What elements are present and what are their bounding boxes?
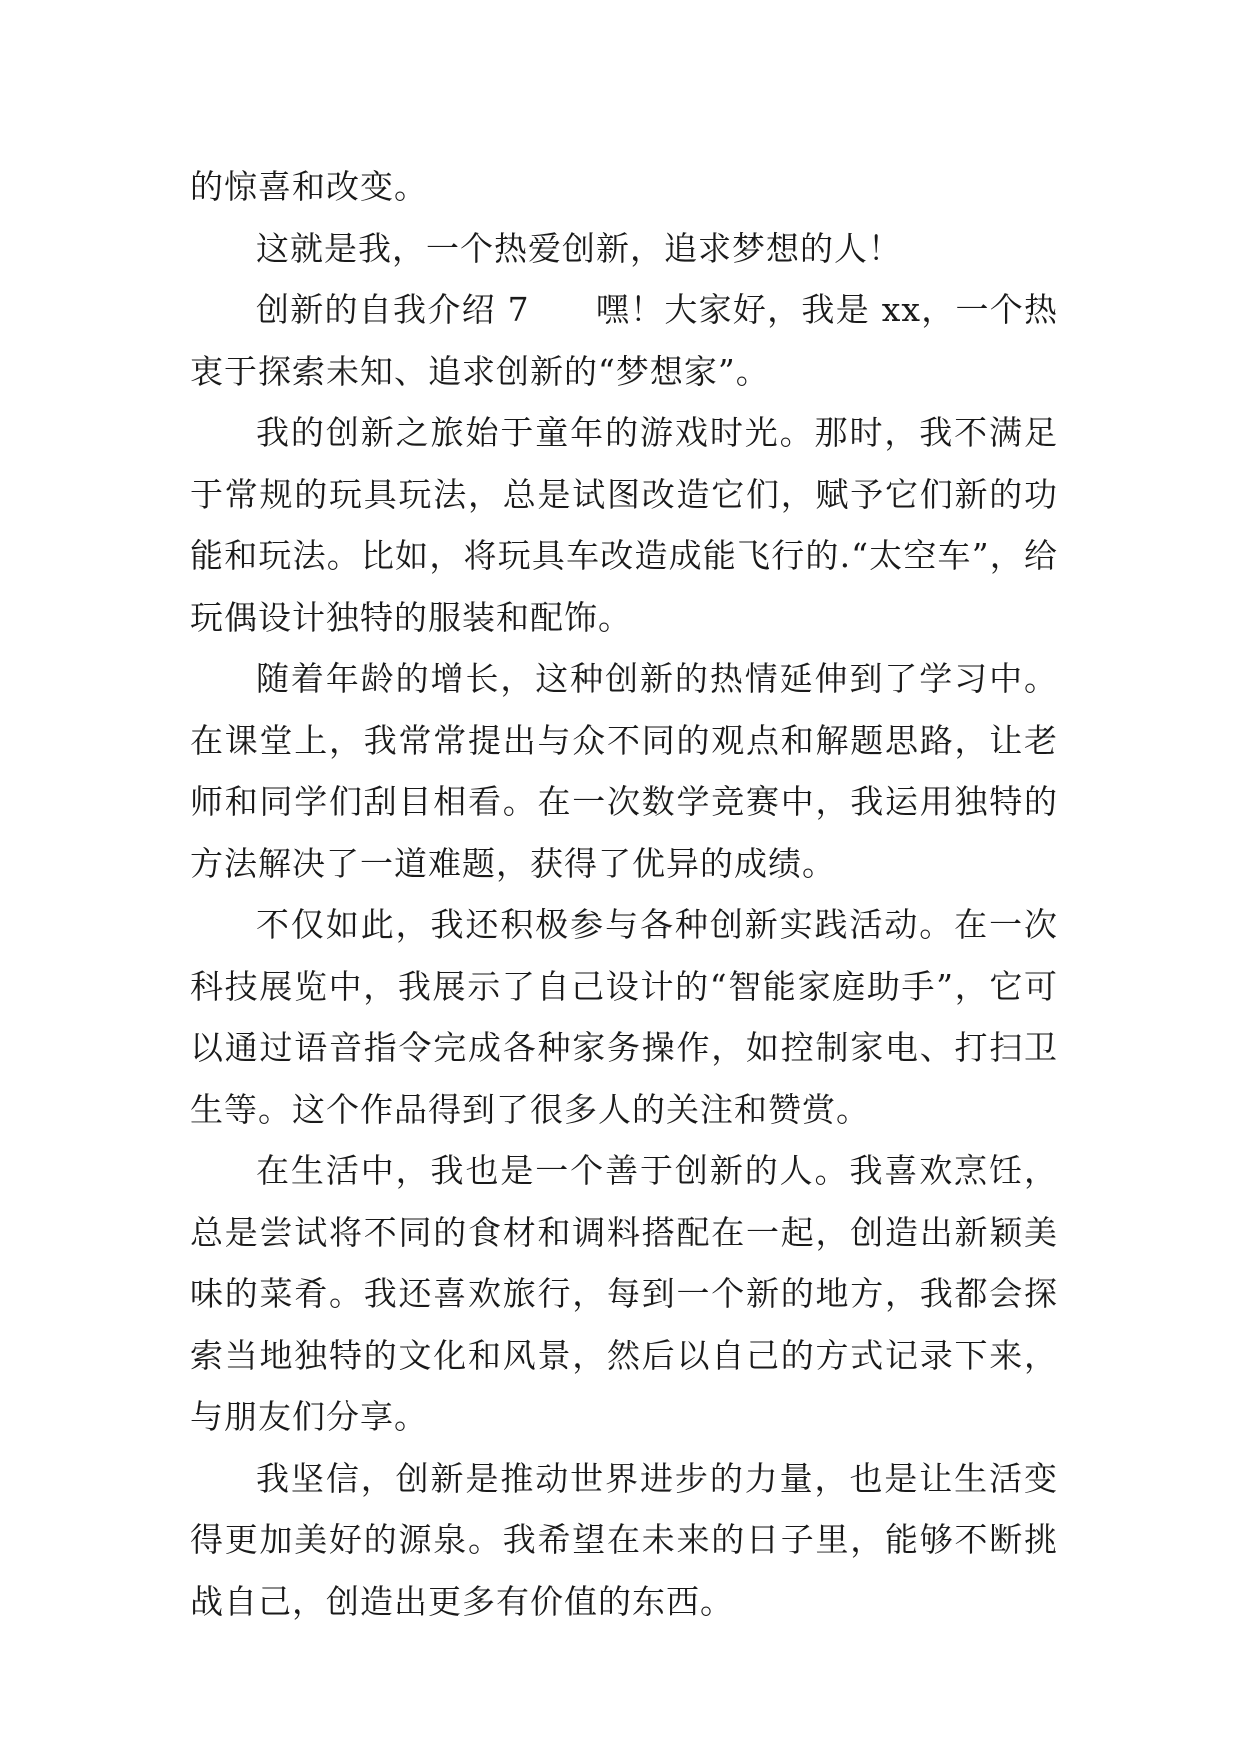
paragraph-closing	[190, 218, 1058, 280]
paragraph-study	[190, 648, 1058, 894]
paragraph-text: 不仅如此，我还积极参与各种创新实践活动。在一次科技展览中，我展示了自己设计的“智能家庭助手”，它可以通过语音指令完成各种家务操作，如控制家电、打扫卫生等。这个作品得到了很多人的关注和赞赏。	[190, 905, 1058, 1129]
paragraph-text: 这就是我，一个热爱创新，追求梦想的人！	[256, 228, 902, 268]
document-body	[190, 156, 1058, 1632]
paragraph-text: 在生活中，我也是一个善于创新的人。我喜欢烹饪，总是尝试将不同的食材和调料搭配在一起，创造出新颖美味的菜肴。我还喜欢旅行，每到一个新的地方，我都会探索当地独特的文化和风景，然后以自己的方式记录下来，与朋友们分享。	[190, 1151, 1058, 1436]
paragraph-belief	[190, 1448, 1058, 1633]
paragraph-text: 我坚信，创新是推动世界进步的力量，也是让生活变得更加美好的源泉。我希望在未来的日子里，能够不断挑战自己，创造出更多有价值的东西。	[190, 1458, 1058, 1621]
paragraph-text: 我的创新之旅始于童年的游戏时光。那时，我不满足于常规的玩具玩法，总是试图改造它们，赋予它们新的功能和玩法。比如，将玩具车改造成能飞行的.“太空车”，给玩偶设计独特的服装和配饰。	[190, 413, 1058, 637]
paragraph-text: 的惊喜和改变。	[190, 167, 428, 206]
paragraph-continued	[190, 156, 1058, 218]
paragraph-text: 随着年龄的增长，这种创新的热情延伸到了学习中。在课堂上，我常常提出与众不同的观点和解题思路，让老师和同学们刮目相看。在一次数学竞赛中，我运用独特的方法解决了一道难题，获得了优异的成绩。	[190, 659, 1058, 883]
section-heading: 创新的自我介绍 7	[256, 290, 530, 329]
section-start-paragraph	[190, 279, 1058, 402]
paragraph-practice	[190, 894, 1058, 1140]
paragraph-childhood	[190, 402, 1058, 648]
section-intro: 嘿！大家好，我是 xx，一个热衷于探索未知、追求创新的“梦想家”。	[190, 290, 1058, 391]
paragraph-life	[190, 1140, 1058, 1448]
